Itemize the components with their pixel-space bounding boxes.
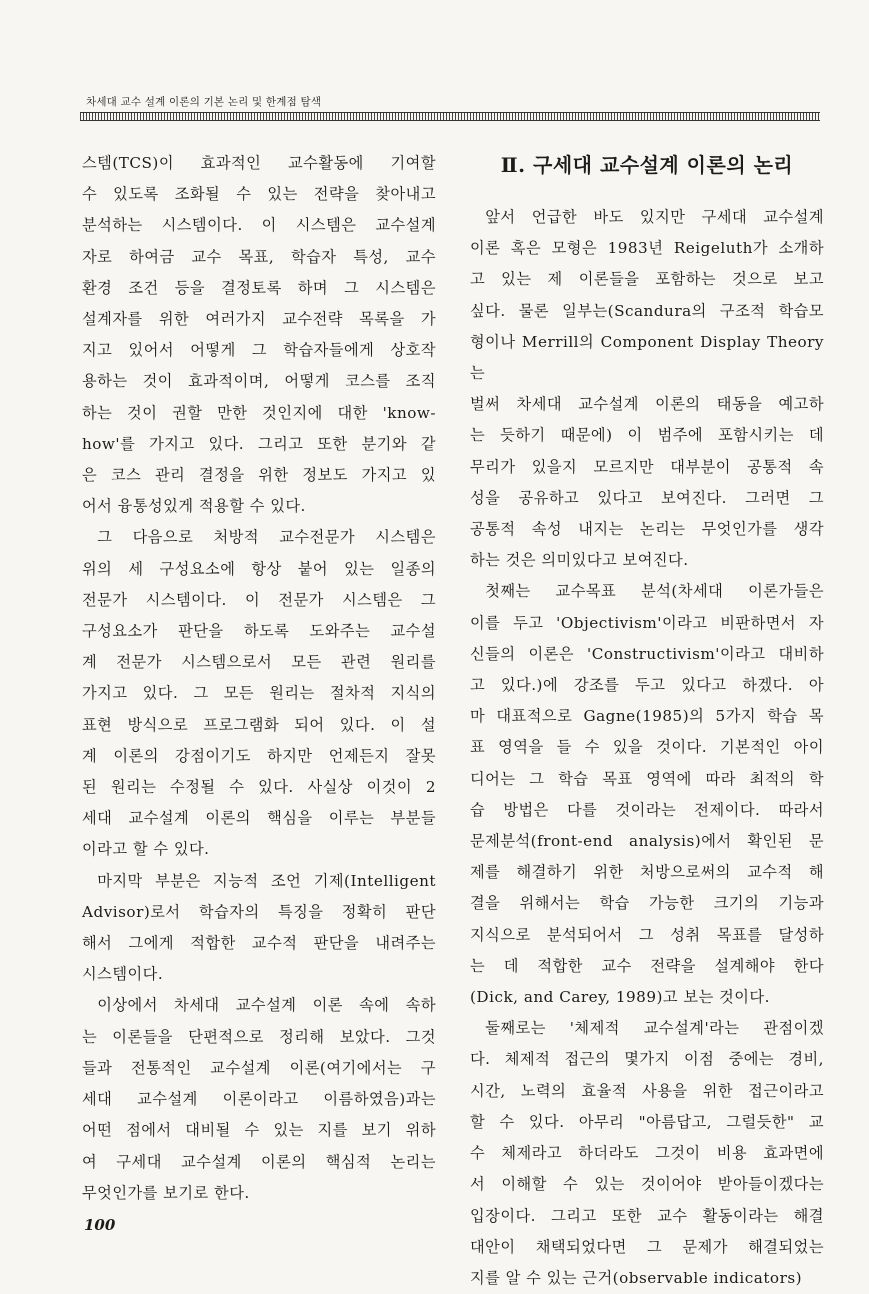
- text-line: 표 영역을 들 수 있을 것이다. 기본적인 아이: [470, 738, 824, 757]
- text-line: 가지고 있다. 그 모든 원리는 절차적 지식의: [82, 684, 436, 703]
- text-line: 고 있다.)에 강조를 두고 있다고 하겠다. 아: [470, 676, 824, 695]
- text-line: 시스템이다.: [82, 965, 164, 984]
- text-line: 디어는 그 학습 목표 영역에 따라 최적의 학: [470, 769, 824, 788]
- header-rule: [80, 112, 820, 121]
- text-line: 그 다음으로 처방적 교수전문가 시스템은: [97, 528, 436, 547]
- text-line: 대안이 채택되었다면 그 문제가 해결되었는: [470, 1237, 824, 1256]
- text-line: 들과 전통적인 교수설계 이론(여기에서는 구: [82, 1058, 436, 1077]
- section-heading: Ⅱ. 구세대 교수설계 이론의 논리: [500, 153, 794, 177]
- text-line: 마지막 부분은 지능적 조언 기제(Intelligent: [97, 871, 436, 890]
- text-line: 수 체제라고 하더라도 그것이 비용 효과면에: [470, 1144, 824, 1163]
- text-line: 세대 교수설계 이론이라고 이름하였음)과는: [82, 1090, 436, 1109]
- text-line: 구성요소가 판단을 하도록 도와주는 교수설: [82, 622, 436, 641]
- text-line: 입장이다. 그리고 또한 교수 활동이라는 해결: [470, 1206, 824, 1225]
- text-line: 이라고 할 수 있다.: [82, 840, 210, 859]
- text-line: 싶다. 물론 일부는(Scandura의 구조적 학습모: [470, 301, 824, 320]
- text-line: 표현 방식으로 프로그램화 되어 있다. 이 설: [82, 715, 436, 734]
- text-line: 하는 것은 의미있다고 보여진다.: [470, 551, 689, 570]
- right-column: [470, 148, 824, 1294]
- text-line: 문제분석(front-end analysis)에서 확인된 문: [470, 832, 824, 851]
- text-line: 계 전문가 시스템으로서 모든 관련 원리를: [82, 653, 436, 672]
- text-line: 무엇인가를 보기로 한다.: [82, 1183, 250, 1202]
- text-line: 계 이론의 강점이기도 하지만 언제든지 잘못: [82, 746, 436, 765]
- text-line: 마 대표적으로 Gagne(1985)의 5가지 학습 목: [470, 707, 824, 726]
- text-line: 습 방법은 다를 것이라는 전제이다. 따라서: [470, 800, 824, 819]
- text-line: 지식으로 분석되어서 그 성취 목표를 달성하: [470, 925, 824, 944]
- text-line: 은 코스 관리 결정을 위한 정보도 가지고 있: [82, 466, 436, 485]
- left-column-body: [82, 148, 436, 1209]
- text-line: how'를 가지고 있다. 그리고 또한 분기와 같: [82, 434, 436, 453]
- text-line: 첫째는 교수목표 분석(차세대 이론가들은: [485, 582, 824, 601]
- text-line: 지고 있어서 어떻게 그 학습자들에게 상호작: [82, 341, 436, 360]
- text-line: 는 이론들을 단편적으로 정리해 보았다. 그것: [82, 1027, 436, 1046]
- text-line: 세대 교수설계 이론의 핵심을 이루는 부분들: [82, 809, 436, 828]
- text-line: 된 원리는 수정될 수 있다. 사실상 이것이 2: [82, 778, 436, 797]
- text-line: 위의 세 구성요소에 항상 붙어 있는 일종의: [82, 559, 436, 578]
- text-line: 서 이해할 수 있는 것이어야 받아들이겠다는: [470, 1175, 824, 1194]
- text-line: 수 있도록 조화될 수 있는 전략을 찾아내고: [82, 185, 436, 204]
- text-line: 신들의 이론은 'Constructivism'이라고 대비하: [470, 644, 824, 663]
- text-line: 해서 그에게 적합한 교수적 판단을 내려주는: [82, 934, 436, 953]
- text-line: 공통적 속성 내지는 논리는 무엇인가를 생각: [470, 520, 824, 539]
- text-line: 하는 것이 권할 만한 것인지에 대한 'know-: [82, 403, 436, 422]
- text-line: 제를 해결하기 위한 처방으로써의 교수적 해: [470, 863, 824, 882]
- text-line: 는 데 적합한 교수 전략을 설계해야 한다: [470, 956, 824, 975]
- right-column-body: [470, 202, 824, 1294]
- text-line: 성을 공유하고 있다고 보여진다. 그러면 그: [470, 488, 824, 507]
- text-line: 둘째로는 '체제적 교수설계'라는 관점이겠: [485, 1019, 824, 1038]
- text-line: 벌써 차세대 교수설계 이론의 태동을 예고하: [470, 395, 824, 414]
- text-line: 환경 조건 등을 결정토록 하며 그 시스템은: [82, 278, 436, 297]
- running-head: 차세대 교수 설계 이론의 기본 논리 및 한계점 탐색: [86, 96, 322, 108]
- text-line: 분석하는 시스템이다. 이 시스템은 교수설계: [82, 216, 436, 235]
- text-line: (Dick, and Carey, 1989)고 보는 것이다.: [470, 988, 770, 1007]
- text-line: 지를 알 수 있는 근거(observable indicators): [470, 1268, 803, 1287]
- text-line: 무리가 있을지 모르지만 대부분이 공통적 속: [470, 457, 824, 476]
- text-line: 자로 하여금 교수 목표, 학습자 특성, 교수: [82, 247, 436, 266]
- text-line: 설계자를 위한 여러가지 교수전략 목록을 가: [82, 310, 436, 329]
- page-number: 100: [84, 1216, 116, 1234]
- text-line: 전문가 시스템이다. 이 전문가 시스템은 그: [82, 590, 436, 609]
- left-column: [82, 148, 436, 1209]
- text-line: 결을 위해서는 학습 가능한 크기의 기능과: [470, 894, 824, 913]
- text-line: 이론 혹은 모형은 1983년 Reigeluth가 소개하: [470, 239, 824, 258]
- text-line: Advisor)로서 학습자의 특징을 정확히 판단: [82, 902, 436, 921]
- text-line: 앞서 언급한 바도 있지만 구세대 교수설계: [485, 208, 824, 226]
- text-line: 스템(TCS)이 효과적인 교수활동에 기여할: [82, 154, 436, 172]
- text-line: 는 듯하기 때문에) 이 범주에 포함시키는 데: [470, 426, 824, 445]
- text-line: 어떤 점에서 대비될 수 있는 지를 보기 위하: [82, 1121, 436, 1140]
- text-line: 어서 융통성있게 적용할 수 있다.: [82, 497, 306, 516]
- text-line: 할 수 있다. 아무리 "아름답고, 그럴듯한" 교: [470, 1112, 824, 1131]
- text-line: 다. 체제적 접근의 몇가지 이점 중에는 경비,: [470, 1050, 824, 1069]
- text-line: 이상에서 차세대 교수설계 이론 속에 속하: [97, 996, 436, 1015]
- text-line: 여 구세대 교수설계 이론의 핵심적 논리는: [82, 1152, 436, 1171]
- text-line: 이를 두고 'Objectivism'이라고 비판하면서 자: [470, 613, 824, 632]
- text-line: 시간, 노력의 효율적 사용을 위한 접근이라고: [470, 1081, 824, 1100]
- text-line: 용하는 것이 효과적이며, 어떻게 코스를 조직: [82, 372, 436, 391]
- text-line: 고 있는 제 이론들을 포함하는 것으로 보고: [470, 270, 824, 289]
- text-line: 형이나 Merrill의 Component Display Theory는: [470, 332, 824, 383]
